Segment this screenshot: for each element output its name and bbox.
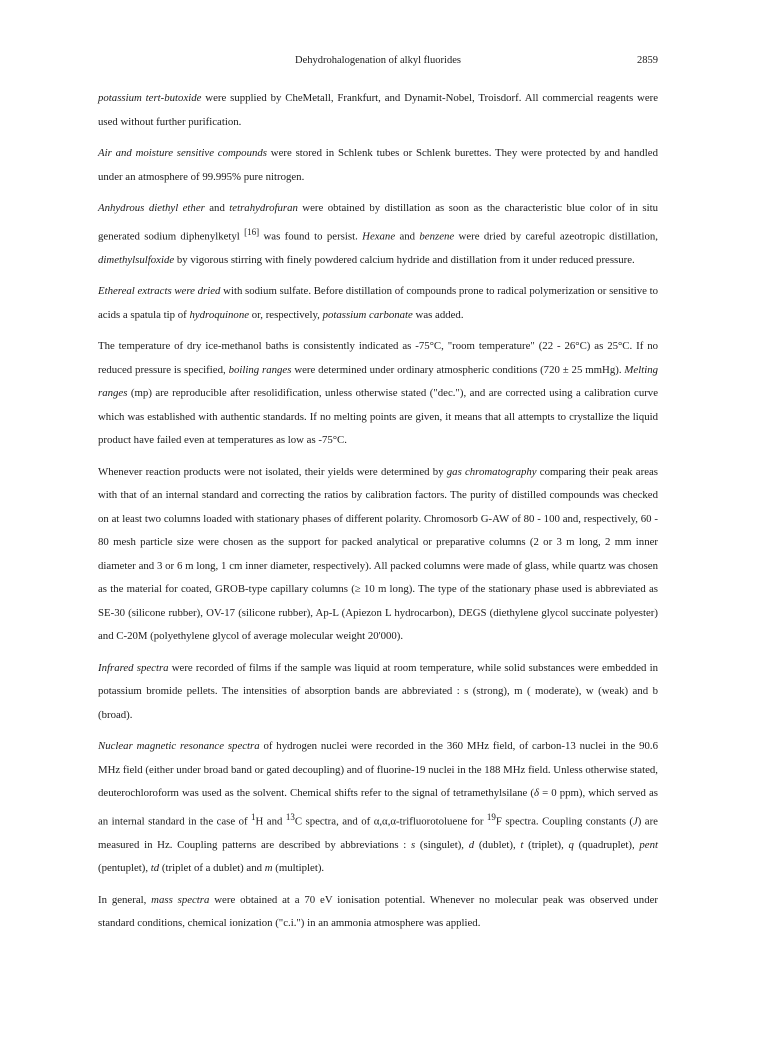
italic-term: tetrahydrofuran: [229, 202, 298, 214]
paragraph-text: comparing their peak areas with that of an internal standard and correcting the ratios by calibration factors. The purity of distilled compounds was checked on at least two columns loaded with stationary phases of different polarity. Chromosorb G-AW of 80 - 100 and, respectively, 60 - 80 mesh particle size were chosen as the support for packed analytical or preparative columns (2 or 3 m long, 2 mm inner diameter and 3 or 6 m long, 1 cm inner diameter, respectively). All packed columns were made of glass, while quartz was chosen as the material for coated, GROB-type capillary columns (≥ 10 m long). The type of the stationary phase used is abbreviated as SE-30 (silicone rubber), OV-17 (silicone rubber), Ap-L (Apiezon L hydrocarbon), DEGS (diethylene glycol succinate polyester) and C-20M (polyethylene glycol of average molecular weight 20'000).: [98, 465, 658, 643]
paragraph-text: (triplet of a dublet) and: [159, 862, 265, 875]
italic-term: Nuclear magnetic resonance spectra: [98, 740, 260, 753]
paragraph-text: (dublet),: [474, 838, 521, 851]
paragraph-infrared: [98, 657, 658, 728]
paragraph-temperatures: [98, 335, 658, 453]
paragraph-text: C spectra, and of α,α,α-trifluorotoluene for: [294, 815, 487, 828]
italic-term: Anhydrous diethyl ether: [98, 202, 205, 214]
running-title: Dehydrohalogenation of alkyl fluorides: [295, 55, 461, 66]
paragraph-text: were stored in Schlenk tubes or Schlenk burettes. They were protected by and handled under an atmosphere of 99.995% pure nitrogen.: [98, 147, 658, 183]
paragraph-ethereal-extracts: [98, 280, 658, 327]
citation-ref: [16]: [244, 226, 260, 237]
paragraph-reagents: [98, 87, 658, 134]
paragraph-text: (singulet),: [415, 838, 469, 851]
isotope-superscript: 13: [285, 811, 295, 822]
isotope-superscript: 19: [486, 811, 496, 822]
italic-term: td: [150, 862, 160, 875]
body-text: [98, 87, 658, 944]
paragraph-text: were recorded of films if the sample was liquid at room temperature, while solid substances were embedded in potassium bromide pellets. The intensities of absorption bands are abbreviated : s (strong), m ( moderate), w (weak) and b (broad).: [98, 661, 658, 721]
paragraph-text: were supplied by CheMetall, Frankfurt, and Dynamit-Nobel, Troisdorf. All commercial reagents were used without further purification.: [98, 92, 658, 128]
paragraph-text: H and: [255, 815, 286, 828]
italic-term: m: [264, 862, 273, 875]
running-header: [98, 55, 658, 71]
italic-term: J: [632, 815, 638, 828]
paragraph-text: were obtained at a 70 eV ionisation potential. Whenever no molecular peak was observed under standard conditions, chemical ionization ("c.i.") in an ammonia atmosphere was applied.: [98, 893, 658, 930]
italic-term: t: [520, 838, 524, 851]
italic-term: d: [468, 838, 475, 851]
italic-term: Hexane: [362, 230, 396, 243]
italic-term: pent: [639, 838, 658, 851]
italic-term: benzene: [419, 230, 455, 243]
paragraph-air-sensitive: [98, 142, 658, 189]
paragraph-text: (quadruplet),: [573, 838, 640, 851]
paragraph-text: (mp) are reproducible after resolidification, unless otherwise stated ("dec."), and are corrected using a calibration curve which was established with authentic standards. If no melting points are given, it means that all attempts to crystallize the liquid product have failed even at temperatures as low as -75°C.: [98, 387, 658, 447]
paragraph-text: was added.: [412, 308, 464, 321]
italic-term: Ethereal extracts were dried: [98, 285, 221, 298]
italic-term: potassium carbonate: [322, 308, 413, 321]
paragraph-text: F spectra. Coupling constants (: [495, 815, 633, 828]
paragraph-text: (pentuplet),: [98, 862, 151, 875]
paragraph-nmr: [98, 735, 658, 881]
paragraph-text: were obtained by distillation as soon as the characteristic blue color of in situ generated sodium diphenylketyl: [98, 202, 658, 243]
paragraph-text: ) are measured in Hz. Coupling patterns are described by abbreviations :: [98, 815, 658, 851]
paragraph-solvents: [98, 197, 658, 272]
paragraph-text: or, respectively,: [249, 308, 323, 321]
delta-symbol: δ: [534, 787, 540, 800]
paragraph-text: were determined under ordinary atmospheric conditions (720 ± 25 mmHg).: [291, 363, 625, 376]
italic-term: Melting ranges: [98, 363, 659, 400]
paragraph-text: and: [395, 230, 420, 243]
italic-term: Infrared spectra: [98, 661, 169, 674]
italic-term: gas chromatography: [446, 465, 537, 478]
paragraph-mass-spectra: [98, 889, 658, 936]
paragraph-text: = 0 ppm), which served as an internal standard in the case of: [98, 787, 658, 828]
italic-term: potassium tert-butoxide: [98, 92, 202, 104]
italic-term: hydroquinone: [189, 308, 250, 321]
paragraph-text: was found to persist.: [259, 230, 363, 243]
page-number: 2859: [637, 55, 658, 66]
paragraph-text: of hydrogen nuclei were recorded in the 360 MHz field, of carbon-13 nuclei in the 90.6 MHz field (either under broad band or gated decoupling) and of fluorine-19 nuclei in the 188 MHz field. Unless otherwise stated, deuterochloroform was used as the solvent. Chemical shifts refer to the signal of tetramethylsilane (: [98, 740, 659, 800]
paragraph-text: (multiplet).: [272, 862, 325, 875]
italic-term: Air and moisture sensitive compounds: [98, 147, 267, 159]
paragraph-gas-chromatography: [98, 461, 658, 649]
paragraph-text: were dried by careful azeotropic distillation,: [454, 230, 659, 243]
isotope-superscript: 1: [251, 811, 256, 822]
italic-term: boiling ranges: [228, 363, 292, 376]
italic-term: s: [411, 838, 416, 851]
paragraph-text: by vigorous stirring with finely powdered calcium hydride and distillation from it under reduced pressure.: [174, 253, 635, 266]
paragraph-text: The temperature of dry ice-methanol baths is consistently indicated as -75°C, "room temperature" (22 - 26°C) as 25°C. If no reduced pressure is specified,: [98, 340, 658, 376]
paragraph-text: with sodium sulfate. Before distillation of compounds prone to radical polymerization or sensitive to acids a spatula tip of: [98, 285, 658, 321]
paragraph-text: Whenever reaction products were not isolated, their yields were determined by: [98, 465, 447, 478]
italic-term: dimethylsulfoxide: [98, 253, 175, 266]
paragraph-text: and: [204, 202, 230, 214]
paragraph-text: In general,: [98, 893, 152, 906]
italic-term: q: [568, 838, 574, 851]
paragraph-text: (triplet),: [523, 838, 569, 851]
italic-term: mass spectra: [151, 893, 210, 906]
